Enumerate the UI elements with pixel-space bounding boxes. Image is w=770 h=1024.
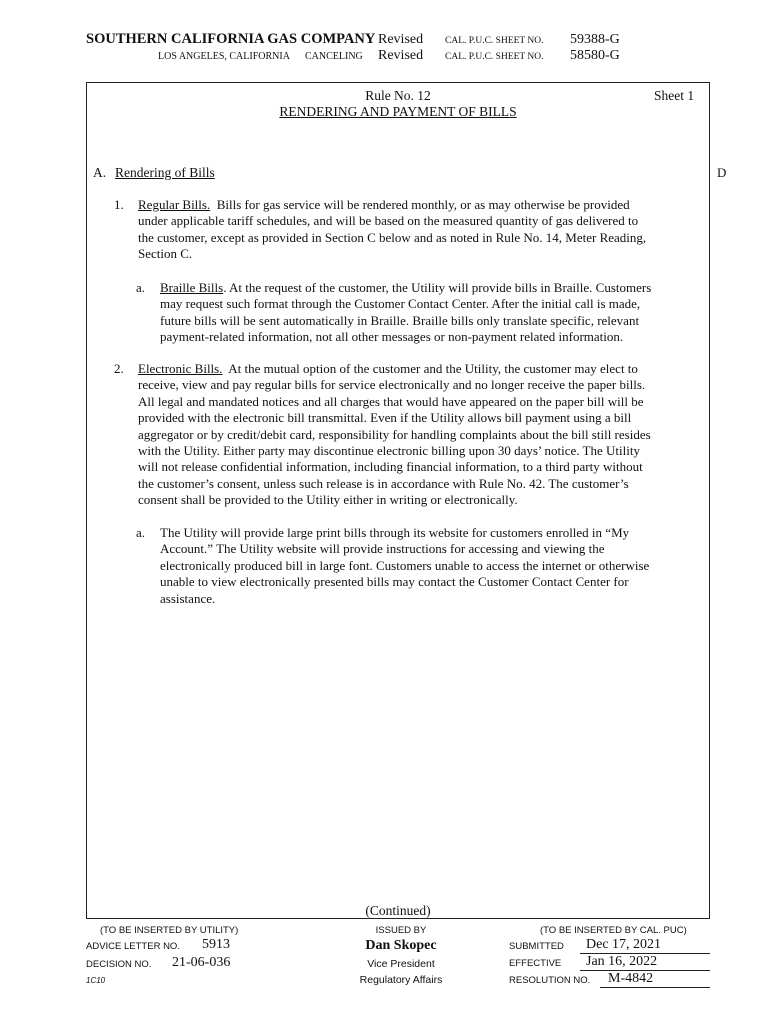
submitted-label: SUBMITTED: [509, 941, 564, 952]
section-title: Rendering of Bills: [115, 165, 215, 180]
margin-change-mark: D: [717, 165, 727, 180]
rule-subtitle: [86, 104, 710, 120]
text-line: consent shall be provided to the Utility either in writing or electronically.: [138, 492, 518, 508]
text-line: [160, 280, 698, 296]
text-line: the customer, except as provided in Section C below and as noted in Rule No. 14, Meter Reading,: [138, 229, 647, 245]
sheet-number-2: 58580-G: [570, 48, 620, 63]
item-regular-bills: [114, 197, 698, 263]
text-line: assistance.: [160, 590, 216, 606]
submitted-value: Dec 17, 2021: [580, 937, 710, 954]
text-line: Section C.: [138, 246, 193, 262]
item-marker: 1.: [114, 197, 124, 212]
sheet-number-1: 59388-G: [570, 32, 620, 47]
text-line: receive, view and pay regular bills for service electronically and no longer receive the paper bills.: [138, 377, 646, 393]
item-heading: Braille Bills: [160, 280, 224, 295]
text-line: provided with the electronic bill transmittal. Even if the Utility allows bill payment using a bill: [138, 410, 632, 426]
revised-label-2: Revised: [378, 48, 424, 63]
item-marker: a.: [136, 525, 146, 540]
utility-insert-heading: (TO BE INSERTED BY UTILITY): [100, 925, 239, 936]
sheet-indicator: Sheet 1: [654, 88, 695, 103]
item-electronic-bills: [114, 361, 698, 509]
text-line: All legal and mandated notices and all charges that would have appeared on the paper bill will be: [138, 393, 644, 409]
sheet-number-label-2: CAL. P.U.C. SHEET NO.: [445, 52, 544, 62]
continued-label: (Continued): [365, 903, 431, 918]
revised-label-1: Revised: [378, 32, 424, 47]
puc-insert-heading: (TO BE INSERTED BY CAL. PUC): [540, 925, 687, 936]
text-line-content: At the mutual option of the customer and the Utility, the customer may elect to: [228, 361, 638, 376]
issued-by-label: ISSUED BY: [375, 925, 427, 936]
section-number: A.: [93, 165, 107, 180]
text-line: with the Utility. Either party may discontinue electronic billing upon 30 days’ notice. The Utility: [138, 443, 640, 459]
item-marker: a.: [136, 280, 146, 295]
text-line: the customer’s consent, unless such release is in accordance with Rule No. 42. The customer’s: [138, 475, 629, 491]
item-heading: Electronic Bills.: [138, 361, 223, 376]
text-line-content: . At the request of the customer, the Utility will provide bills in Braille. Customers: [223, 280, 652, 295]
text-line: may request such format through the Customer Contact Center. After the initial call is made,: [160, 296, 641, 312]
text-line: [138, 197, 698, 213]
decision-value: 21-06-036: [172, 955, 231, 970]
decision-label: DECISION NO.: [86, 959, 152, 970]
issuer-name: Dan Skopec: [365, 938, 437, 953]
rule-subtitle-text: RENDERING AND PAYMENT OF BILLS: [279, 104, 517, 119]
effective-value: Jan 16, 2022: [580, 954, 710, 971]
canceling-label: CANCELING: [305, 51, 363, 62]
issuer-department: Regulatory Affairs: [359, 974, 443, 986]
advice-letter-label: ADVICE LETTER NO.: [86, 941, 180, 952]
text-line: future bills will be sent automatically in Braille. Braille bills only translate specific, relevant: [160, 312, 640, 328]
text-line: The Utility will provide large print bills through its website for customers enrolled in “My: [160, 525, 630, 540]
item-large-print-bills: [136, 525, 698, 607]
sheet-number-label-1: CAL. P.U.C. SHEET NO.: [445, 36, 544, 46]
text-line: aggregator or by credit/debit card, responsibility for handling complaints about the bill still resides: [138, 426, 651, 442]
item-heading: Regular Bills.: [138, 197, 211, 212]
effective-label: EFFECTIVE: [509, 958, 562, 969]
item-braille-bills: [136, 280, 698, 346]
resolution-value: M-4842: [600, 971, 710, 988]
text-line: payment-related information, not all other messages or non-payment related information.: [160, 329, 624, 345]
rule-title: Rule No. 12: [365, 88, 431, 103]
form-code: 1C10: [86, 976, 106, 985]
text-line: under applicable tariff schedules, and will be based on the measured quantity of gas delivered to: [138, 213, 639, 229]
text-line: Account.” The Utility website will provide instructions for accessing and viewing the: [160, 541, 605, 557]
item-marker: 2.: [114, 361, 124, 376]
text-line-content: Bills for gas service will be rendered monthly, or as may otherwise be provided: [216, 197, 630, 212]
section-a-heading: [93, 165, 215, 181]
text-line: [138, 361, 698, 377]
company-city: LOS ANGELES, CALIFORNIA: [158, 51, 290, 62]
text-line: unable to view electronically presented bills may contact the Customer Contact Center for: [160, 574, 629, 590]
company-name: SOUTHERN CALIFORNIA GAS COMPANY: [86, 31, 376, 47]
text-line: electronically produced bill in large font. Customers unable to access the internet or otherwise: [160, 557, 650, 573]
issuer-title: Vice President: [367, 958, 435, 970]
resolution-label: RESOLUTION NO.: [509, 975, 591, 986]
text-line: will not release confidential information, including financial information, to a third party without: [138, 459, 643, 475]
advice-letter-value: 5913: [202, 937, 230, 952]
